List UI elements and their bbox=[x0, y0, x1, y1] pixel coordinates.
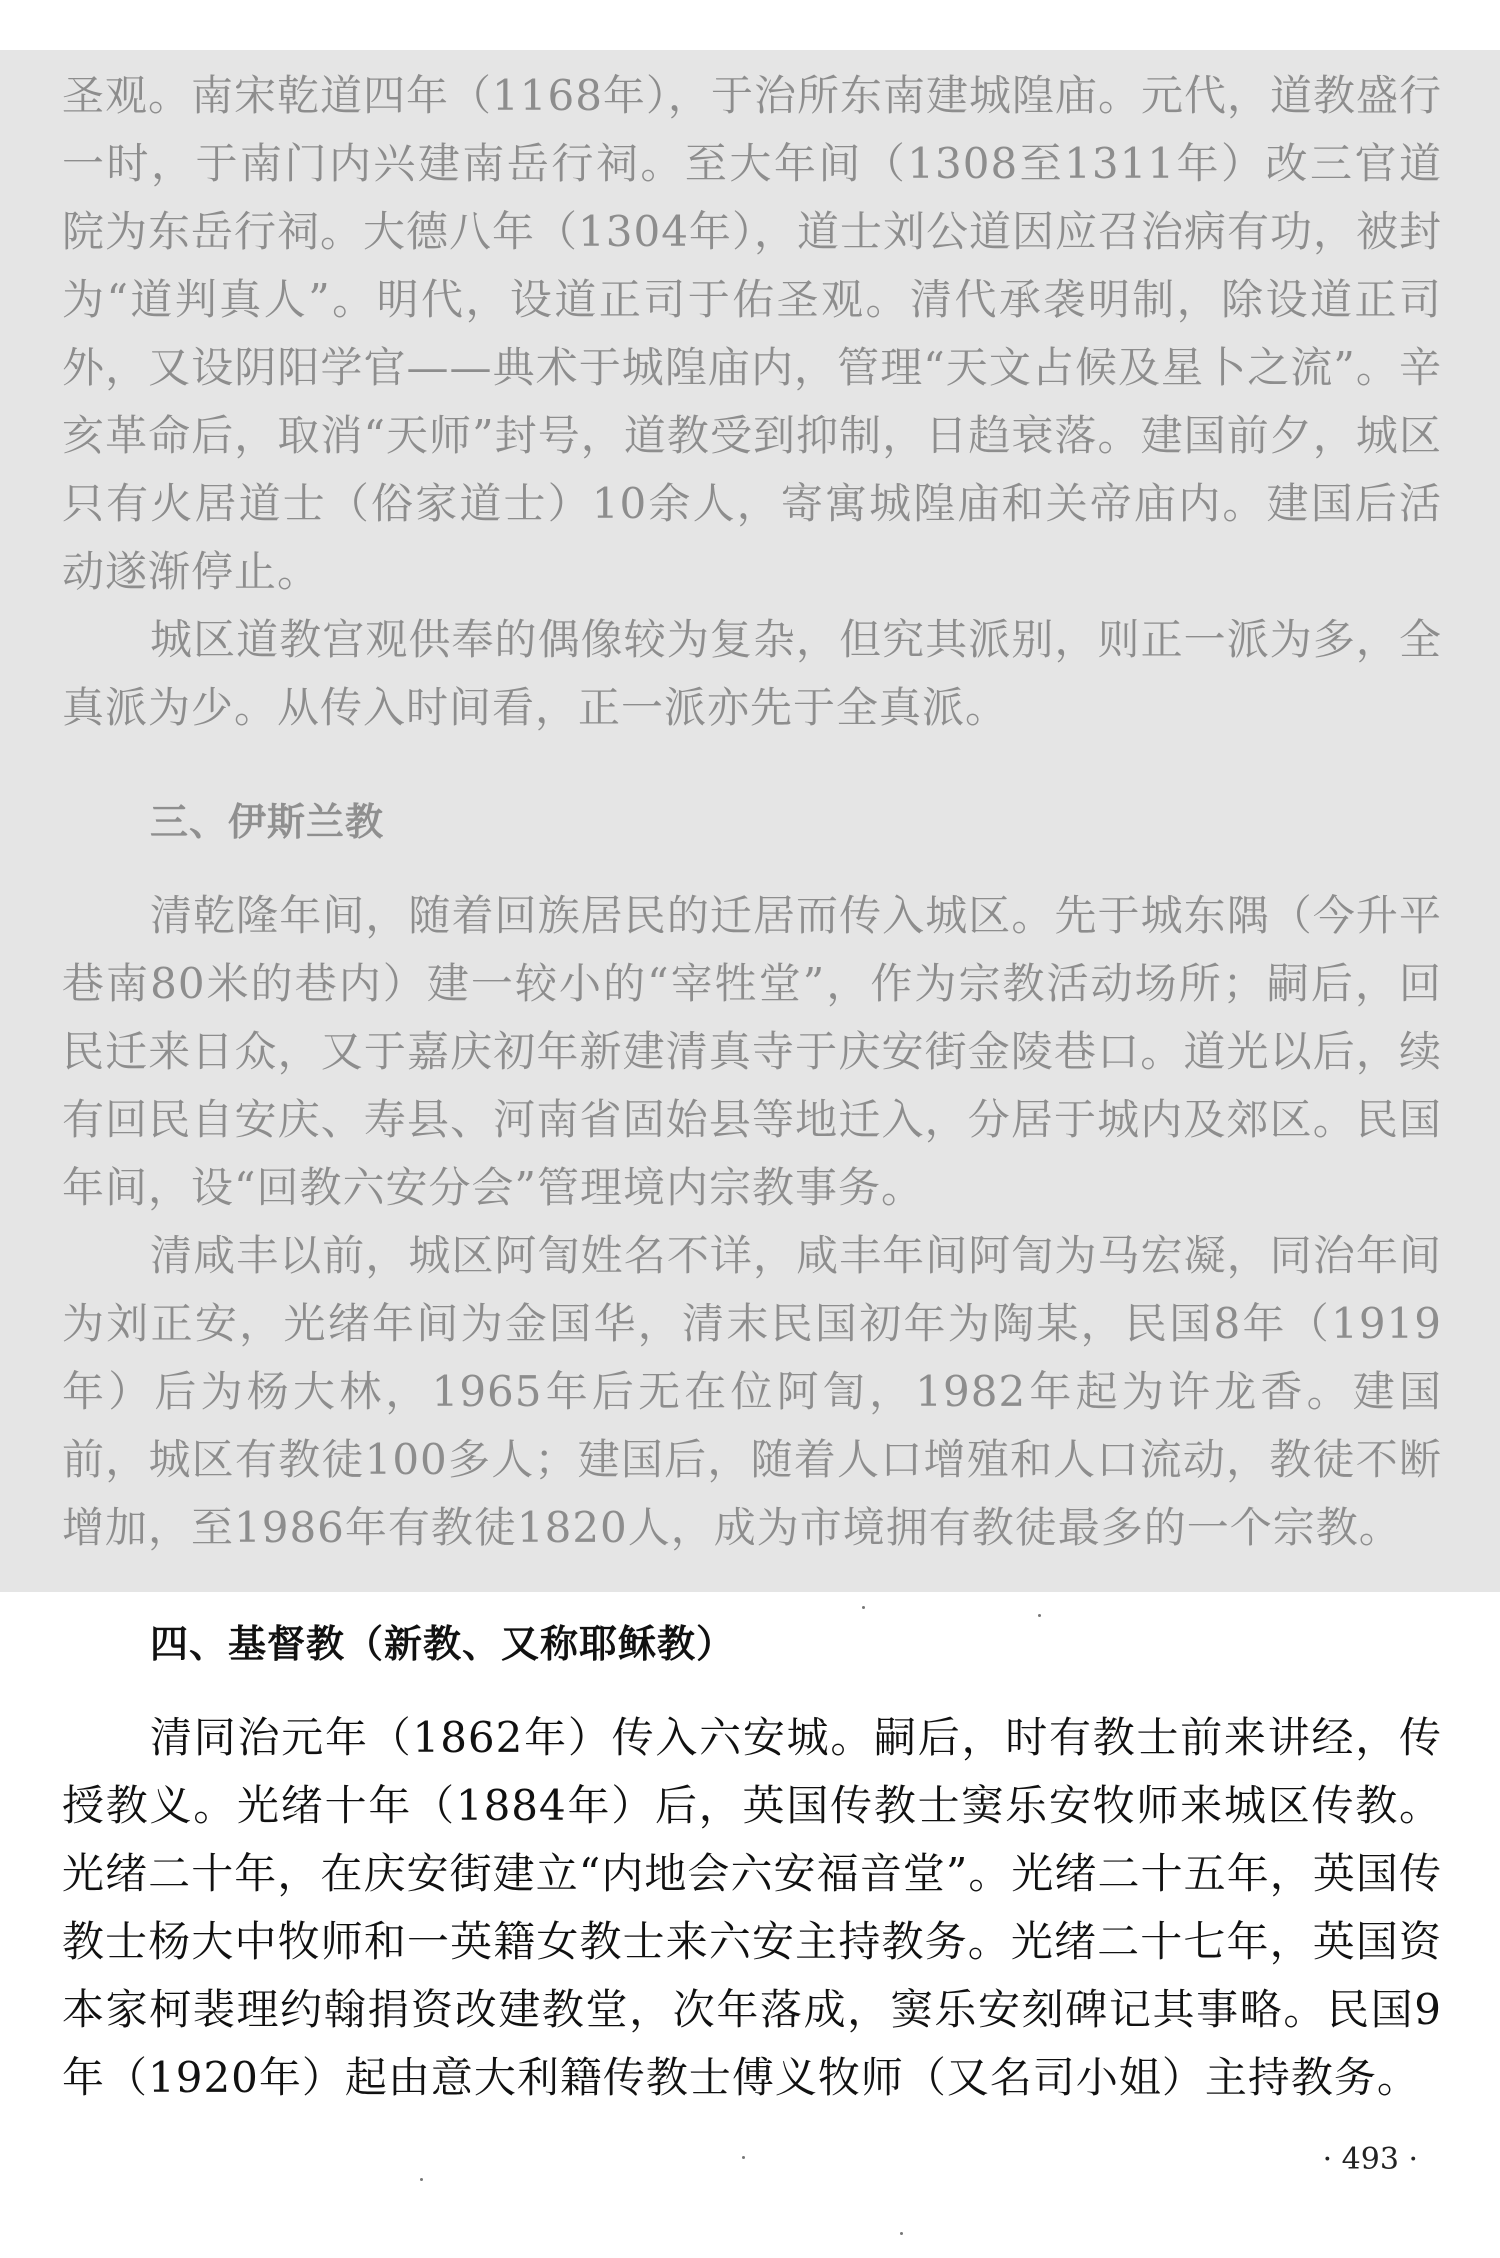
paragraph-2: 城区道教宫观供奉的偶像较为复杂，但究其派别，则正一派为多，全真派为少。从传入时间看，正一派亦先于全真派。 bbox=[62, 615, 1442, 732]
paragraph-taoism-history bbox=[62, 62, 1442, 742]
scan-speck bbox=[1038, 1614, 1041, 1617]
paragraph-islam bbox=[62, 882, 1442, 1562]
scan-speck bbox=[742, 2156, 745, 2159]
paragraph-1: 圣观。南宋乾道四年（1168年），于治所东南建城隍庙。元代，道教盛行一时，于南门内兴建南岳行祠。至大年间（1308至1311年）改三官道院为东岳行祠。大德八年（1304年），道士刘公道因应召治病有功，被封为“道判真人”。明代，设道正司于佑圣观。清代承袭明制，除设道正司外，又设阴阳学官——典术于城隍庙内，管理“天文占候及星卜之流”。辛亥革命后，取消“天师”封号，道教受到抑制，日趋衰落。建国前夕，城区只有火居道士（俗家道士）10余人，寄寓城隍庙和关帝庙内。建国后活动遂渐停止。 bbox=[62, 71, 1442, 596]
scan-speck bbox=[862, 1606, 865, 1609]
paragraph-5: 清同治元年（1862年）传入六安城。嗣后，时有教士前来讲经，传授教义。光绪十年（1884年）后，英国传教士窦乐安牧师来城区传教。光绪二十年，在庆安街建立“内地会六安福音堂”。光绪二十五年，英国传教士杨大中牧师和一英籍女教士来六安主持教务。光绪二十七年，英国资本家柯裴理约翰捐资改建教堂，次年落成，窦乐安刻碑记其事略。民国9年（1920年）起由意大利籍传教士傅义牧师（又名司小姐）主持教务。 bbox=[62, 1713, 1442, 2102]
paragraph-christianity bbox=[62, 1704, 1442, 2112]
paragraph-3: 清乾隆年间，随着回族居民的迁居而传入城区。先于城东隅（今升平巷南80米的巷内）建一较小的“宰牲堂”，作为宗教活动场所；嗣后，回民迁来日众，又于嘉庆初年新建清真寺于庆安街金陵巷口。道光以后，续有回民自安庆、寿县、河南省固始县等地迁入，分居于城内及郊区。民国年间，设“回教六安分会”管理境内宗教事务。 bbox=[62, 891, 1442, 1212]
scan-speck bbox=[900, 2232, 903, 2235]
section-heading-islam: 三、伊斯兰教 bbox=[150, 799, 385, 844]
section-heading-christianity: 四、基督教（新教、又称耶稣教） bbox=[150, 1621, 736, 1666]
page-number: · 493 · bbox=[1322, 2142, 1418, 2177]
scan-speck bbox=[420, 2178, 423, 2181]
paragraph-4: 清咸丰以前，城区阿訇姓名不详，咸丰年间阿訇为马宏凝，同治年间为刘正安，光绪年间为金国华，清末民国初年为陶某，民国8年（1919年）后为杨大林，1965年后无在位阿訇，1982年起为许龙香。建国前，城区有教徒100多人；建国后，随着人口增殖和人口流动，教徒不断增加，至1986年有教徒1820人，成为市境拥有教徒最多的一个宗教。 bbox=[62, 1231, 1442, 1552]
